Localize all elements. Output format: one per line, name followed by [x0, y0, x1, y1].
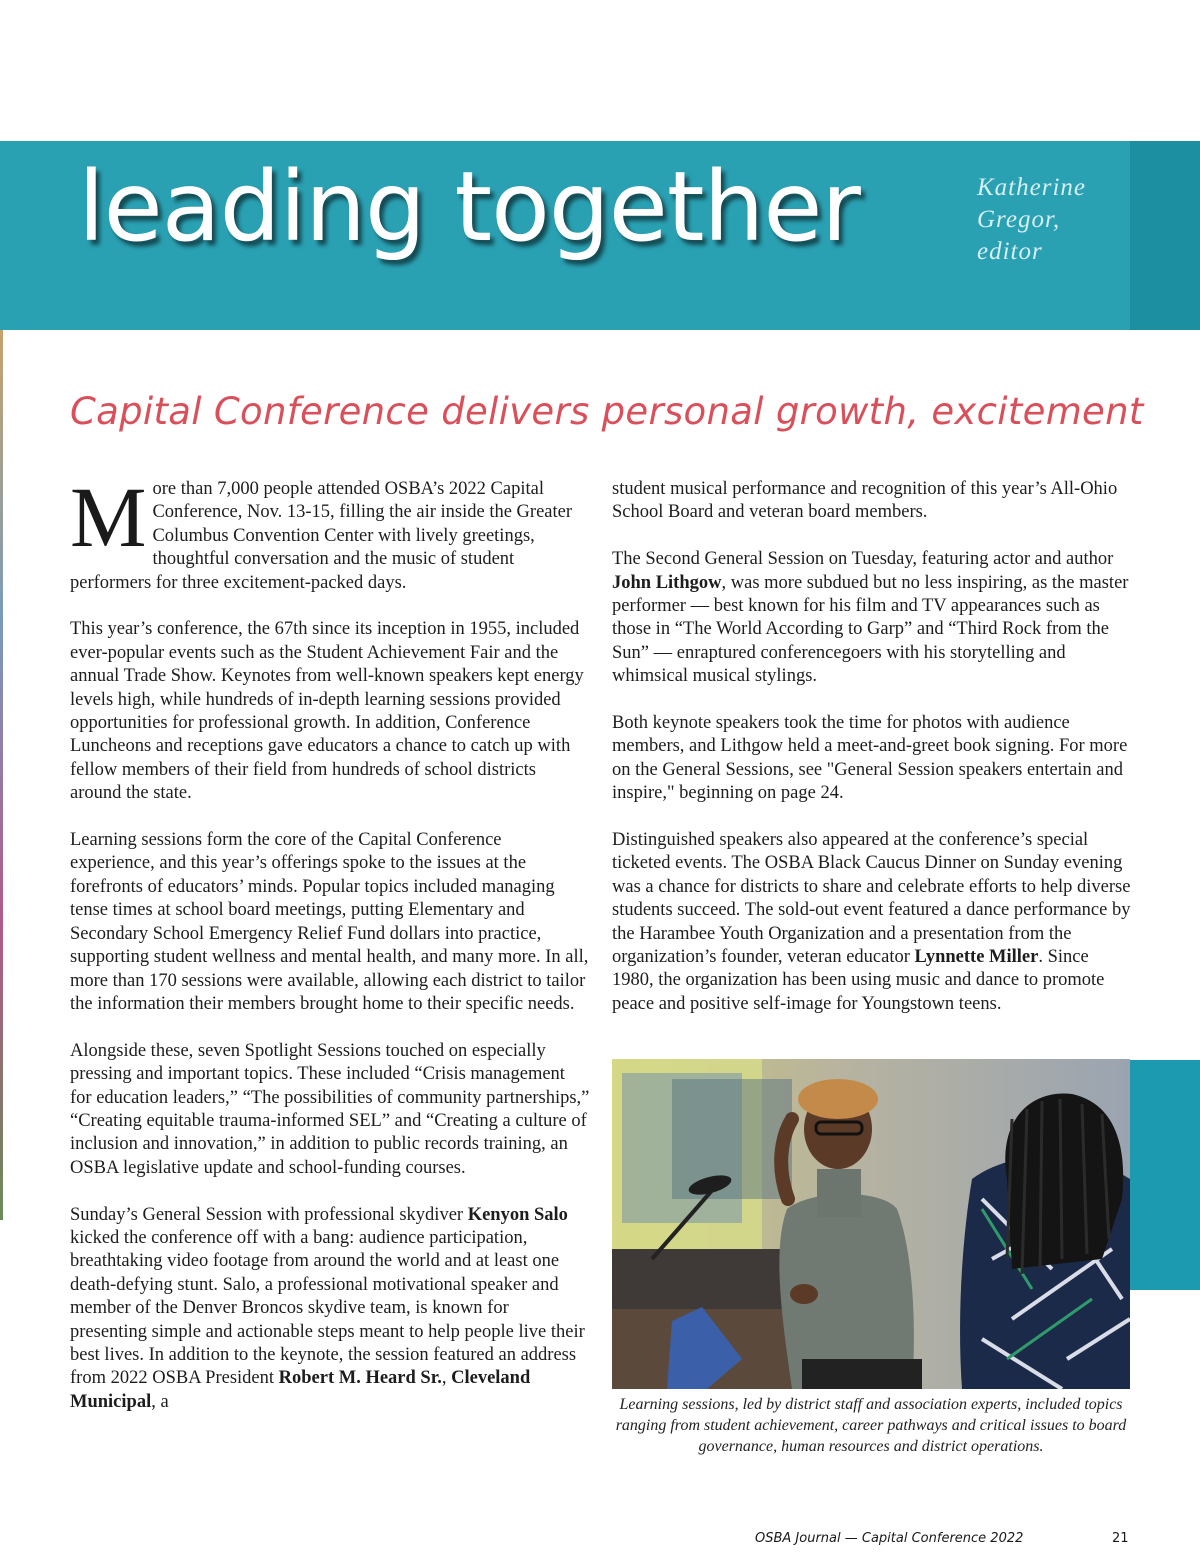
session-photo-illustration [612, 1059, 1130, 1389]
speaker-name: Kenyon Salo [467, 1204, 568, 1225]
photo-accent-band [1130, 1060, 1200, 1290]
drop-cap: M [70, 469, 147, 565]
article-paragraph: Both keynote speakers took the time for photos with audience members, and Lithgow held a meet-and-greet book signing. For more on the General Sessions, see "General Session speakers entertain and inspire," beginning on page 24. [612, 713, 1128, 804]
editor-role: editor [977, 238, 1043, 265]
article-headline: Capital Conference delivers personal growth, excitement [70, 390, 1144, 433]
session-photo [612, 1059, 1130, 1389]
footer-journal-title: OSBA Journal — Capital Conference 2022 [755, 1531, 1024, 1546]
article-paragraph: student musical performance and recognition of this year’s All-Ohio School Board and veteran board members. [612, 479, 1118, 523]
founder-name: Lynnette Miller [914, 947, 1039, 968]
article-column-left [70, 469, 590, 1438]
page-number: 21 [1112, 1531, 1129, 1546]
page-edge-strip [0, 320, 3, 1220]
article-column-right [612, 478, 1132, 1040]
article-paragraph: More than 7,000 people attended OSBA’s 2022 Capital Conference, Nov. 13-15, filling the air inside the Greater Columbus Convention Center with lively greetings, thoughtful conversation and the music of student performers for three excitement-packed days. [70, 469, 572, 593]
section-title: leading together [78, 151, 860, 263]
article-paragraph: Distinguished speakers also appeared at the conference’s special ticketed events. The OSBA Black Caucus Dinner on Sunday evening was a chance for districts to share and celebrate efforts to help diverse students succeed. The sold-out event featured a dance performance by the Harambee Youth Organization and a presentation from the organization’s founder, veteran educator Lynnette Miller. Since 1980, the organization has been using music and dance to promote peace and positive self-image for Youngstown teens. [612, 830, 1131, 1014]
photo-caption: Learning sessions, led by district staff and association experts, included topics ranging from student achievement, career pathways and critical issues to board governance, human resources and district operations. [615, 1396, 1127, 1455]
district-name: Cleveland Municipal [70, 1368, 531, 1412]
article-paragraph: The Second General Session on Tuesday, featuring actor and author John Lithgow, was more subdued but no less inspiring, as the master performer — best known for his film and TV appearances such as those in “The World According to Garp” and “Third Rock from the Sun” — enraptured conferencegoers with his storytelling and whimsical musical stylings. [612, 549, 1129, 687]
article-paragraph: Alongside these, seven Spotlight Sessions touched on especially pressing and important topics. These included “Crisis management for education leaders,” “The possibilities of community partnerships,” “Creating equitable trauma-informed SEL” and “Creating a culture of inclusion and innovation,” in addition to public records training, an OSBA legislative update and school-funding courses. [70, 1040, 590, 1178]
article-paragraph: Learning sessions form the core of the Capital Conference experience, and this year’s offerings spoke to the issues at the forefronts of educators’ minds. Popular topics included managing tense times at school board meetings, putting Elementary and Secondary School Emergency Relief Fund dollars into practice, supporting student wellness and mental health, and many more. In all, more than 170 sessions were available, allowing each district to tailor the information their members brought home to their specific needs. [70, 830, 589, 1014]
section-banner-cap [1130, 141, 1200, 330]
president-name: Robert M. Heard Sr. [278, 1368, 442, 1389]
article-paragraph: Sunday’s General Session with professional skydiver Kenyon Salo kicked the conference off with a bang: audience participation, breathtaking video footage from around the world and at least one death-defying stunt. Salo, a professional motivational speaker and member of the Denver Broncos skydive team, is known for presenting simple and actionable steps meant to help people live their best lives. In addition to the keynote, the session featured an address from 2022 OSBA President Robert M. Heard Sr., Cleveland Municipal, a [70, 1204, 585, 1412]
editor-name: Katherine Gregor, [977, 174, 1086, 233]
speaker-name: John Lithgow [612, 572, 722, 593]
editor-credit [977, 172, 1117, 268]
article-paragraph: This year’s conference, the 67th since its inception in 1955, included ever-popular events such as the Student Achievement Fair and the annual Trade Show. Keynotes from well-known speakers kept energy levels high, while hundreds of in-depth learning sessions provided opportunities for professional growth. In addition, Conference Luncheons and receptions gave educators a chance to catch up with fellow members of their field from hundreds of school districts around the state. [70, 619, 584, 804]
